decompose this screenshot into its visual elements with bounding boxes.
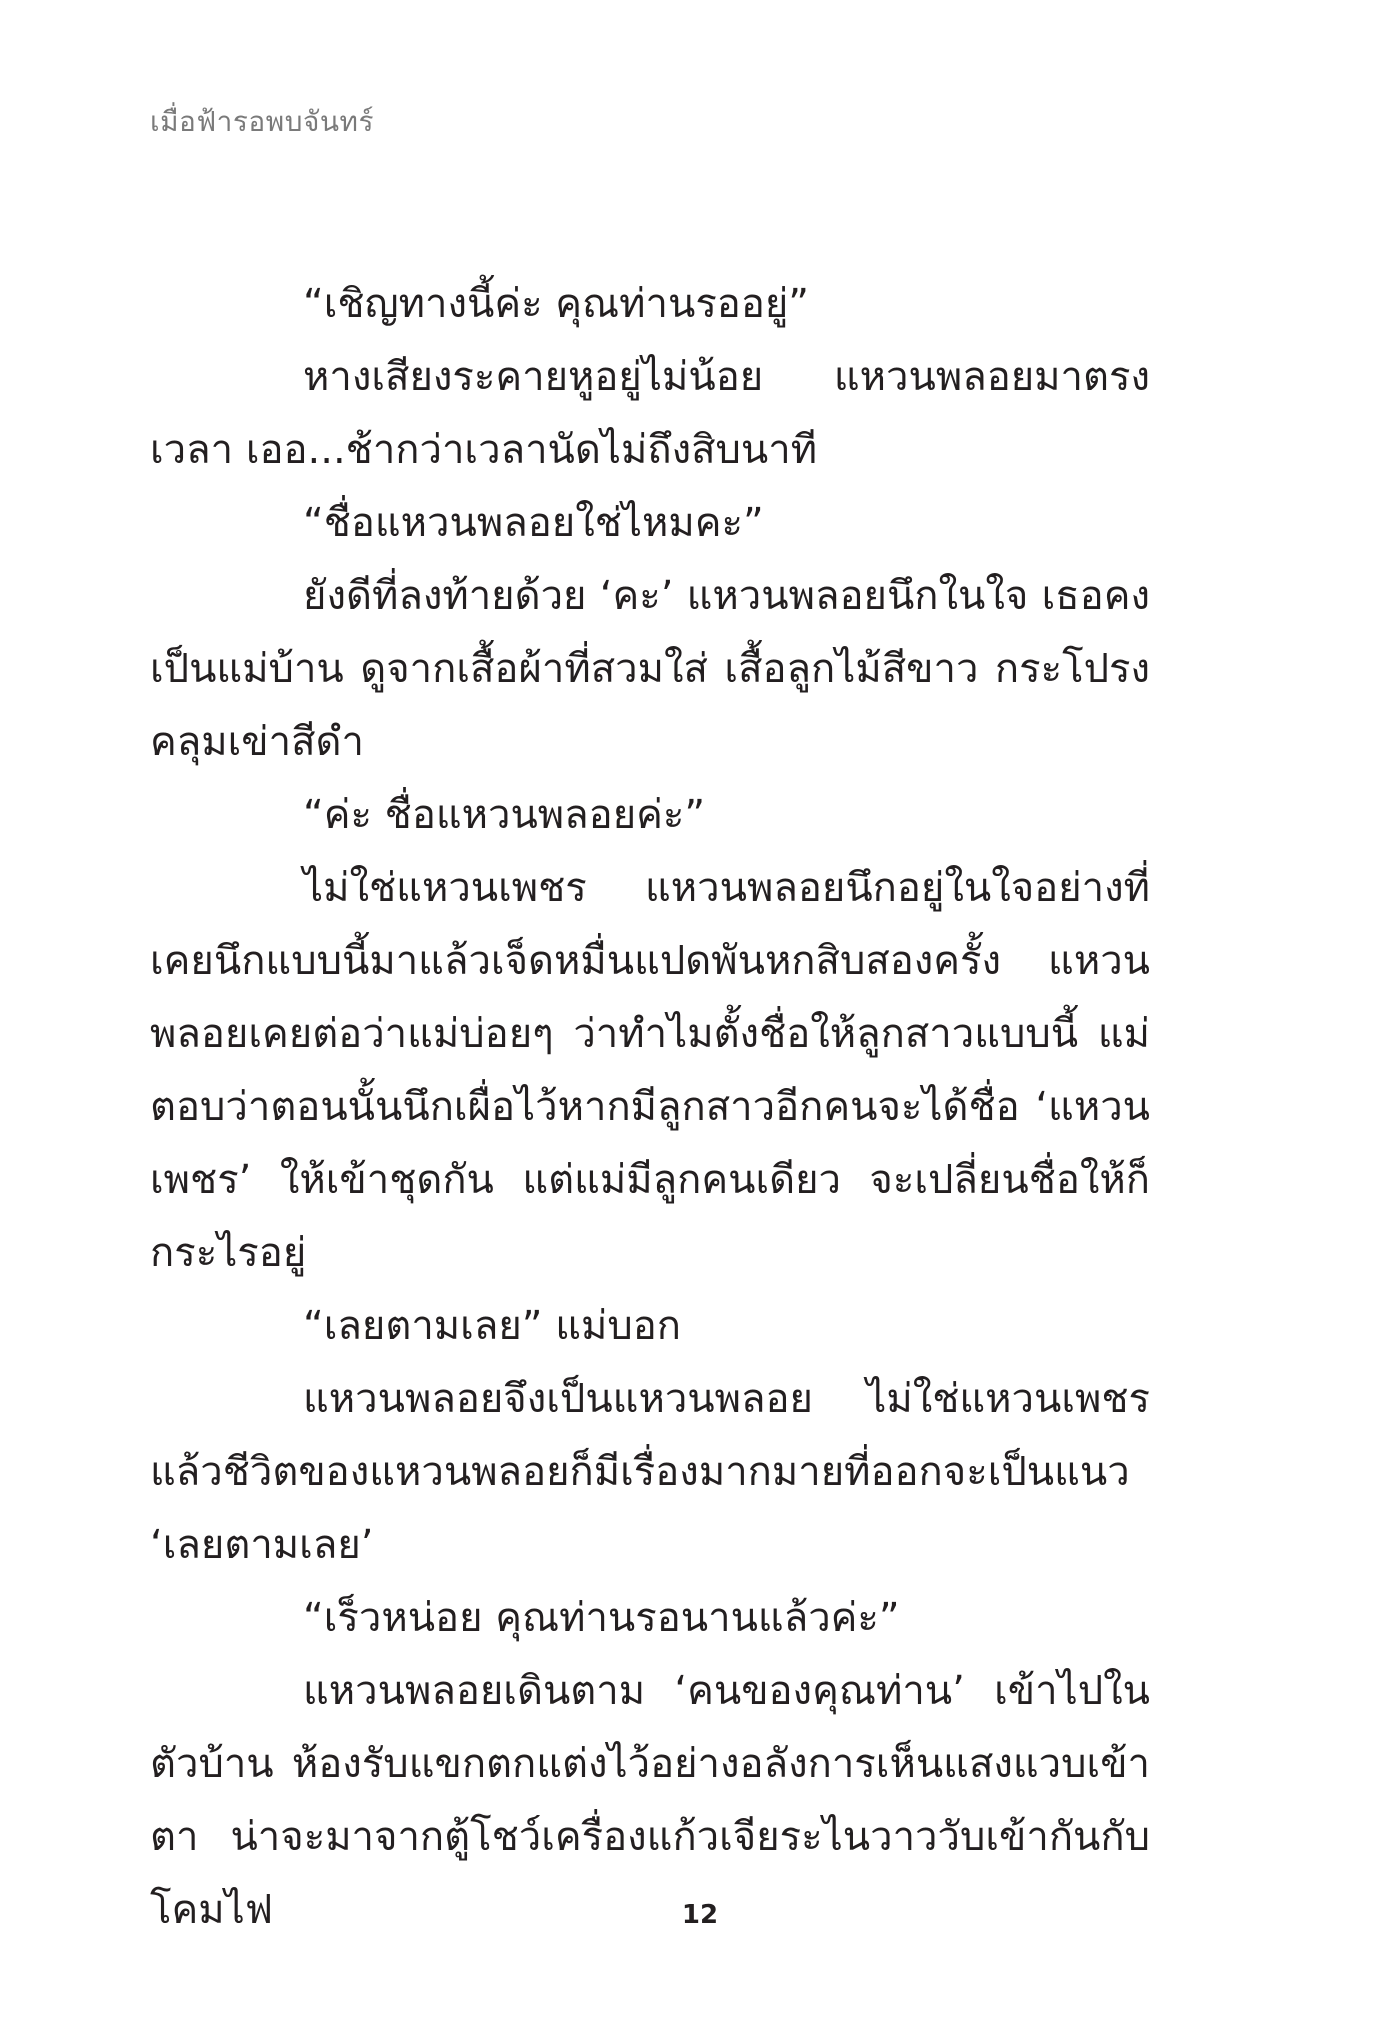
paragraph: “ชื่อแหวนพลอยใช่ไหมคะ”	[303, 500, 764, 546]
paragraph: ยังดีที่ลงท้ายด้วย ‘คะ’ แหวนพลอยนึกในใจ เธอคงเป็นแม่บ้าน ดูจากเสื้อผ้าที่สวมใส่ เสื้อลูกไม้สีขาว กระโปรงคลุมเข่าสีดำ	[150, 573, 1150, 765]
paragraph: “เร็วหน่อย คุณท่านรอนานแล้วค่ะ”	[303, 1595, 900, 1641]
paragraph: “ค่ะ ชื่อแหวนพลอยค่ะ”	[303, 792, 706, 838]
paragraph: หางเสียงระคายหูอยู่ไม่น้อย แหวนพลอยมาตรงเวลา เออ...ช้ากว่าเวลานัดไม่ถึงสิบนาที	[150, 354, 1150, 473]
body-text	[150, 268, 1150, 1947]
paragraph: “เชิญทางนี้ค่ะ คุณท่านรออยู่”	[303, 281, 810, 327]
running-header: เมื่อฟ้ารอพบจันทร์	[150, 105, 375, 138]
paragraph: ไม่ใช่แหวนเพชร แหวนพลอยนึกอยู่ในใจอย่างที่เคยนึกแบบนี้มาแล้วเจ็ดหมื่นแปดพันหกสิบสองครั้ง แหวนพลอยเคยต่อว่าแม่บ่อยๆ ว่าทำไมตั้งชื่อให้ลูกสาวแบบนี้ แม่ตอบว่าตอนนั้นนึกเผื่อไว้หากมีลูกสาวอีกคนจะได้ชื่อ ‘แหวนเพชร’ ให้เข้าชุดกัน แต่แม่มีลูกคนเดียว จะเปลี่ยนชื่อให้ก็กระไรอยู่	[150, 865, 1150, 1276]
paragraph: “เลยตามเลย” แม่บอก	[303, 1303, 681, 1349]
paragraph: แหวนพลอยเดินตาม ‘คนของคุณท่าน’ เข้าไปในตัวบ้าน ห้องรับแขกตกแต่งไว้อย่างอลังการเห็นแสงแวบเข้าตา น่าจะมาจากตู้โชว์เครื่องแก้วเจียระไนวาววับเข้ากันกับโคมไฟ	[150, 1668, 1150, 1933]
page-number: 12	[681, 1900, 719, 1930]
paragraph: แหวนพลอยจึงเป็นแหวนพลอย ไม่ใช่แหวนเพชร แล้วชีวิตของแหวนพลอยก็มีเรื่องมากมายที่ออกจะเป็นแนว ‘เลยตามเลย’	[150, 1376, 1150, 1568]
